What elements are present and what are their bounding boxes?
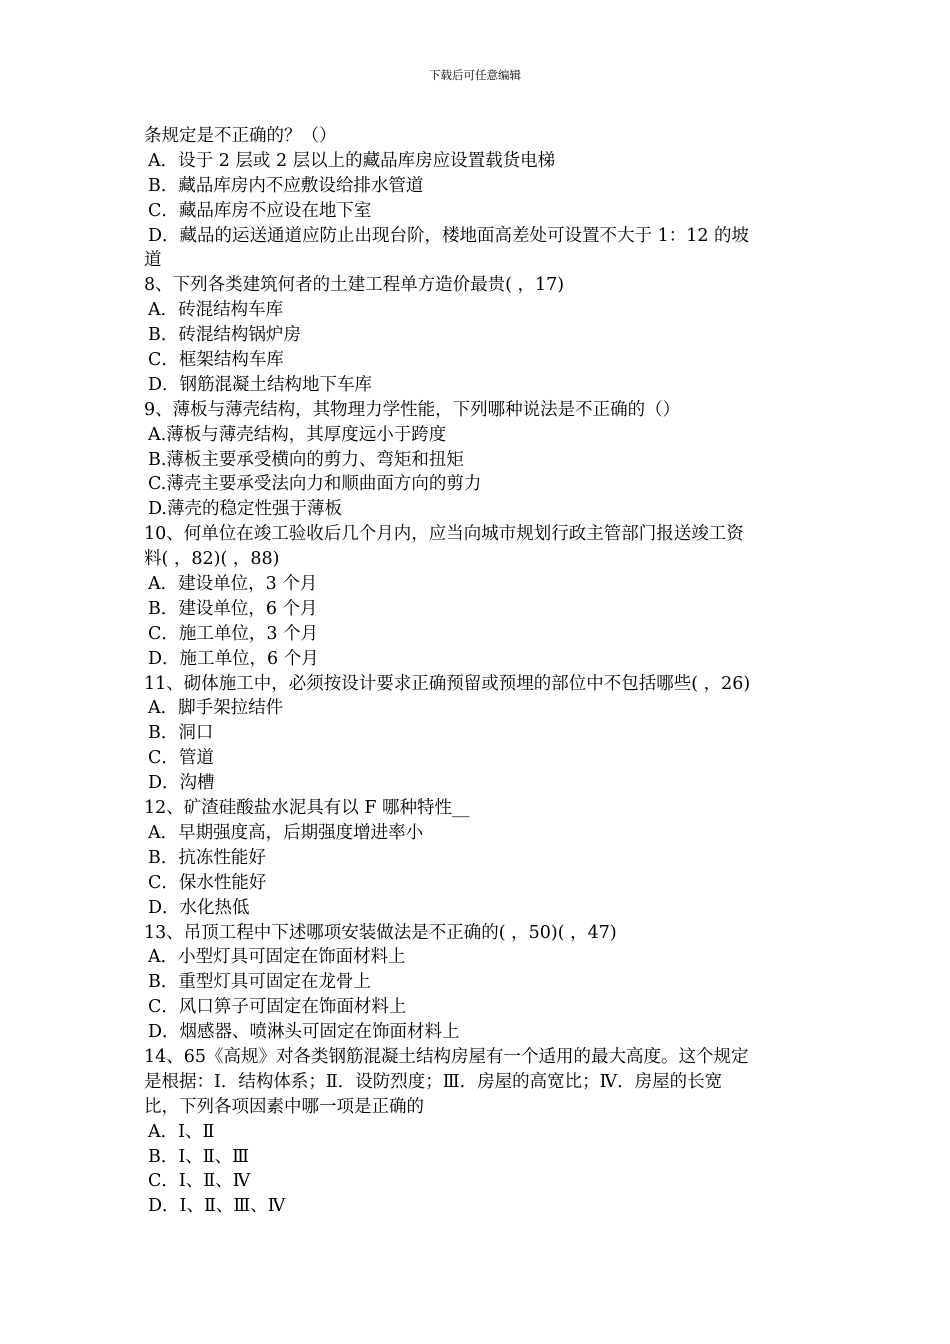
answer-option-line: C.薄壳主要承受法向力和顺曲面方向的剪力	[148, 474, 482, 495]
answer-option-line: D．Ⅰ、Ⅱ、Ⅲ、Ⅳ	[148, 1196, 286, 1217]
answer-option-line: D．烟感器、喷淋头可固定在饰面材料上	[148, 1022, 460, 1043]
answer-option-line: A．砖混结构车库	[148, 300, 284, 321]
answer-option-line: D.薄壳的稳定性强于薄板	[148, 499, 342, 520]
page-header: 下载后可任意编辑	[429, 68, 521, 82]
answer-option-line: B．建设单位，6 个月	[148, 598, 318, 619]
answer-option-line: C．框架结构车库	[148, 350, 284, 371]
answer-option-line: A．早期强度高，后期强度增进率小	[148, 822, 424, 843]
answer-option-line: D．藏品的运送通道应防止出现台阶，楼地面高差处可设置不大于 1：12 的坡	[148, 225, 750, 246]
answer-option-line: B．抗冻性能好	[148, 847, 266, 868]
answer-option-line: C．Ⅰ、Ⅱ、Ⅳ	[148, 1171, 251, 1192]
question-text-line: 10、何单位在竣工验收后几个月内，应当向城市规划行政主管部门报送竣工资	[144, 524, 744, 545]
question-text-line: 13、吊顶工程中下述哪项安装做法是不正确的( ，50)( ，47)	[144, 922, 617, 943]
document-body	[144, 124, 812, 1219]
question-text-line: 9、薄板与薄壳结构，其物理力学性能，下列哪种说法是不正确的（）	[144, 399, 681, 420]
answer-option-line: A．脚手架拉结件	[148, 698, 284, 719]
answer-option-line: C．管道	[148, 748, 214, 769]
question-text-line: 12、矿渣硅酸盐水泥具有以 F 哪种特性__	[144, 798, 470, 819]
question-text-line: 11、砌体施工中，必须按设计要求正确预留或预埋的部位中不包括哪些( ，26)	[144, 673, 751, 694]
question-text-line: 料( ，82)( ，88)	[144, 549, 280, 570]
question-text-line: 比，下列各项因素中哪一项是正确的	[144, 1096, 424, 1117]
answer-option-line: A．设于 2 层或 2 层以上的藏品库房应设置载货电梯	[148, 150, 556, 171]
question-text-line: 14、65《高规》对各类钢筋混凝土结构房屋有一个适用的最大高度。这个规定	[144, 1046, 749, 1067]
question-text-line: 8、下列各类建筑何者的土建工程单方造价最贵( ，17)	[144, 275, 565, 296]
answer-option-line: D．施工单位，6 个月	[148, 648, 319, 669]
answer-option-line: C．藏品库房不应设在地下室	[148, 200, 372, 221]
answer-option-line: A．小型灯具可固定在饰面材料上	[148, 947, 406, 968]
answer-option-line: D．水化热低	[148, 897, 250, 918]
answer-option-line: B．重型灯具可固定在龙骨上	[148, 972, 371, 993]
answer-option-line: B．洞口	[148, 723, 214, 744]
answer-option-line: D．沟槽	[148, 773, 215, 794]
answer-option-line: B．Ⅰ、Ⅱ、Ⅲ	[148, 1146, 250, 1167]
answer-option-line: B．藏品库房内不应敷设给排水管道	[148, 175, 424, 196]
answer-option-line: D．钢筋混凝土结构地下车库	[148, 374, 373, 395]
question-text-line: 是根据：Ⅰ．结构体系；Ⅱ．设防烈度；Ⅲ．房屋的高宽比；Ⅳ．房屋的长宽	[144, 1071, 723, 1092]
answer-option-line: C．风口箅子可固定在饰面材料上	[148, 997, 407, 1018]
answer-option-line: C．保水性能好	[148, 872, 267, 893]
answer-option-line: B．砖混结构锅炉房	[148, 325, 301, 346]
question-text-line: 道	[144, 250, 162, 271]
answer-option-line: A.薄板与薄壳结构，其厚度远小于跨度	[148, 424, 447, 445]
answer-option-line: C．施工单位，3 个月	[148, 623, 319, 644]
question-text-line: 条规定是不正确的？（）	[144, 126, 337, 146]
answer-option-line: A．Ⅰ、Ⅱ	[148, 1121, 215, 1142]
answer-option-line: B.薄板主要承受横向的剪力、弯矩和扭矩	[148, 449, 464, 470]
answer-option-line: A．建设单位，3 个月	[148, 574, 318, 595]
